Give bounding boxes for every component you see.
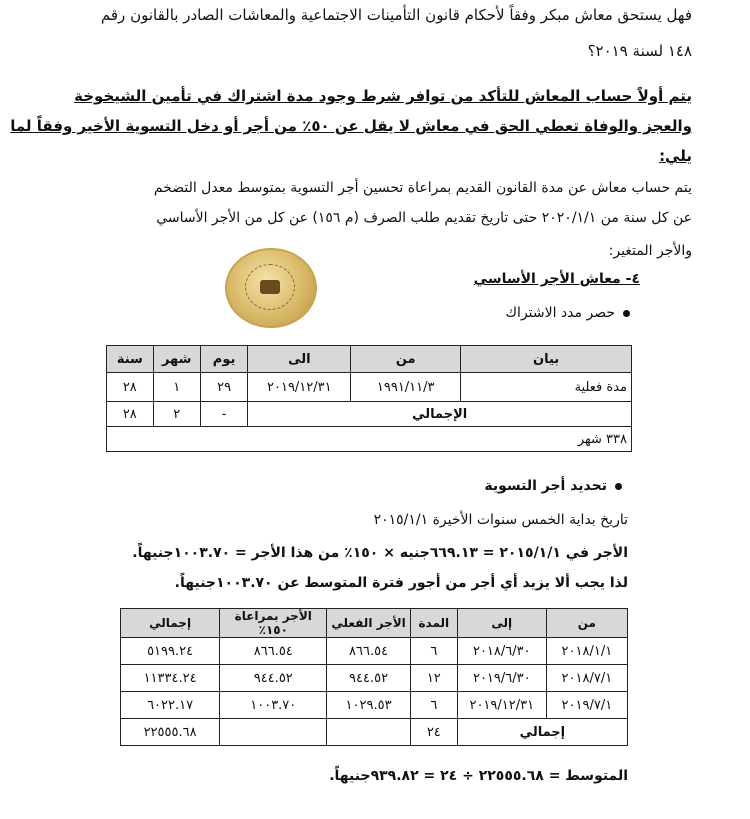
cell: - xyxy=(200,402,248,427)
col-header: من xyxy=(351,346,461,373)
col-header: شهر xyxy=(153,346,200,373)
cell: ٢٠١٨/٧/١ xyxy=(546,665,627,692)
cell: ٢٨ xyxy=(107,373,154,402)
cell: ٦٠٢٢.١٧ xyxy=(121,692,220,719)
months-total: ٣٣٨ شهر xyxy=(107,427,632,452)
wages-table xyxy=(120,608,628,746)
body-line-1: يتم حساب معاش عن مدة القانون القديم بمراعاة تحسين أجر التسوية بمتوسط معدل التضخم xyxy=(153,180,692,196)
calc-line-3: لذا يجب ألا يزيد أي أجر من أجور فترة المتوسط عن ١٠٠٣.٧٠جنيهاً. xyxy=(174,575,628,591)
seal-emblem-icon xyxy=(260,280,280,294)
bullet-text: حصر مدد الاشتراك xyxy=(505,305,615,321)
cell: ٢٠١٩/٦/٣٠ xyxy=(457,665,546,692)
cell: ٩٤٤.٥٢ xyxy=(327,665,410,692)
table-row xyxy=(121,692,628,719)
cell: ٩٤٤.٥٢ xyxy=(220,665,327,692)
cell: ١ xyxy=(153,373,200,402)
col-header: إلى xyxy=(457,609,546,638)
table-row xyxy=(121,638,628,665)
total-label: إجمالي xyxy=(457,719,627,746)
bullet-dot-icon xyxy=(615,483,622,490)
cell: ٢٠١٩/٧/١ xyxy=(546,692,627,719)
table-header-row xyxy=(121,609,628,638)
cell: ٢٠١٩/١٢/٣١ xyxy=(248,373,351,402)
cell: ٢٠١٨/١/١ xyxy=(546,638,627,665)
col-header: من xyxy=(546,609,627,638)
bullet-contribution-periods xyxy=(506,305,630,321)
col-header: يوم xyxy=(200,346,248,373)
section-title: ٤- معاش الأجر الأساسي xyxy=(473,271,640,287)
body-line-2: عن كل سنة من ٢٠٢٠/١/١ حتى تاريخ تقديم طلب الصرف (م ١٥٦) عن كل من الأجر الأساسي xyxy=(156,210,692,226)
table-total-row xyxy=(107,402,632,427)
total-label: الإجمالي xyxy=(248,402,632,427)
body-line-3: والأجر المتغير: xyxy=(608,243,692,259)
cell: مدة فعلية xyxy=(461,373,632,402)
bullet-dot-icon xyxy=(623,310,630,317)
cell: ٢٨ xyxy=(107,402,154,427)
col-header: الأجر الفعلي xyxy=(327,609,410,638)
col-header: المدة xyxy=(410,609,457,638)
cell xyxy=(327,719,410,746)
table-header-row xyxy=(107,346,632,373)
bullet-text: تحديد أجر التسوية xyxy=(484,478,607,494)
average-line: المتوسط = ٢٢٥٥٥.٦٨ ÷ ٢٤ = ٩٣٩.٨٢جنيهاً. xyxy=(329,768,628,784)
cell: ٢٠١٩/١٢/٣١ xyxy=(457,692,546,719)
table-total-row xyxy=(121,719,628,746)
calc-line-2: الأجر في ٢٠١٥/١/١ = ٦٦٩.١٣جنيه × ١٥٠٪ من هذا الأجر = ١٠٠٣.٧٠جنيهاً. xyxy=(132,545,628,561)
cell: ٨٦٦.٥٤ xyxy=(327,638,410,665)
cell: ٨٦٦.٥٤ xyxy=(220,638,327,665)
heading-line-1: يتم أولاً حساب المعاش للتأكد من توافر شرط وجود مدة اشتراك في تأمين الشيخوخة xyxy=(74,87,692,105)
cell: ١١٣٣٤.٢٤ xyxy=(121,665,220,692)
periods-table xyxy=(106,345,632,452)
col-header: الى xyxy=(248,346,351,373)
heading-line-3: يلي: xyxy=(659,147,692,165)
cell: ١٩٩١/١١/٣ xyxy=(351,373,461,402)
cell: ٦ xyxy=(410,692,457,719)
cell: ٢ xyxy=(153,402,200,427)
col-header: سنة xyxy=(107,346,154,373)
intro-line-1: فهل يستحق معاش مبكر وفقاً لأحكام قانون التأمينات الاجتماعية والمعاشات الصادر بالقانون رقم xyxy=(100,6,692,24)
official-seal-logo xyxy=(225,248,317,328)
intro-line-2: ١٤٨ لسنة ٢٠١٩؟ xyxy=(587,42,692,60)
cell: ١٠٠٣.٧٠ xyxy=(220,692,327,719)
cell: ٢٢٥٥٥.٦٨ xyxy=(121,719,220,746)
heading-line-2: والعجز والوفاة تعطي الحق في معاش لا يقل عن ٥٠٪ من أجر أو دخل التسوية الأخير وفقاً لما xyxy=(10,117,692,135)
cell: ١٠٢٩.٥٣ xyxy=(327,692,410,719)
cell: ٥١٩٩.٢٤ xyxy=(121,638,220,665)
cell: ٢٤ xyxy=(410,719,457,746)
calc-line-1: تاريخ بداية الخمس سنوات الأخيرة ٢٠١٥/١/١ xyxy=(373,512,628,528)
cell: ٢٩ xyxy=(200,373,248,402)
cell: ١٢ xyxy=(410,665,457,692)
cell: ٦ xyxy=(410,638,457,665)
table-row xyxy=(107,373,632,402)
cell xyxy=(220,719,327,746)
col-header: إجمالي xyxy=(121,609,220,638)
table-row xyxy=(121,665,628,692)
cell: ٢٠١٨/٦/٣٠ xyxy=(457,638,546,665)
bullet-settlement-wage xyxy=(484,478,622,494)
col-header: الأجر بمراعاة ١٥٠٪ xyxy=(220,609,327,638)
table-months-row xyxy=(107,427,632,452)
col-header: بيان xyxy=(461,346,632,373)
